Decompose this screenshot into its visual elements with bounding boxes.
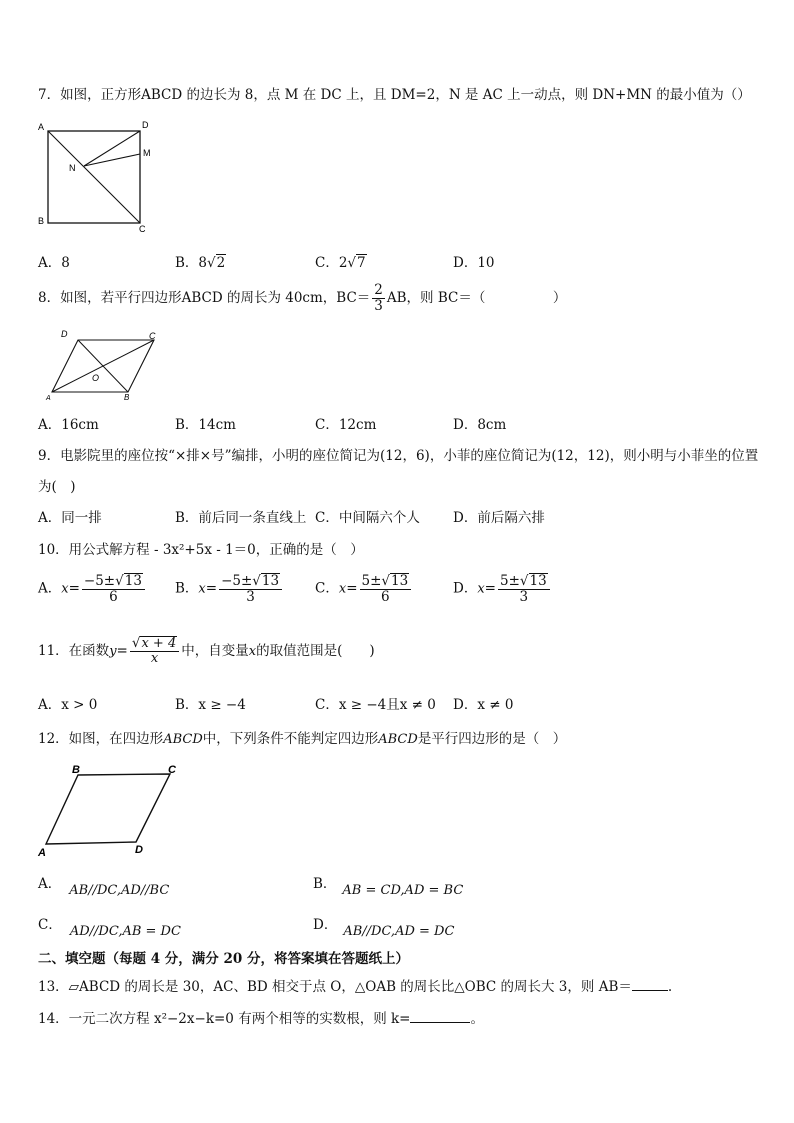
q8-label-O: O: [92, 373, 100, 383]
q13-answer-blank[interactable]: [632, 990, 668, 991]
q10-option-a: A．x= −5± √ 13 6: [38, 573, 147, 605]
q8-label-C: C: [149, 331, 156, 341]
q7-option-b: B．8 √ 2: [175, 255, 226, 271]
q9-option-a: A．同一排: [38, 510, 102, 526]
q7-label-B: B: [38, 216, 45, 226]
q8-stem: 8．如图，若平行四边形ABCD 的周长为 40cm，BC＝ $\frac{2}{3}$ AB，则 BC＝（ ）: [38, 282, 567, 314]
q8-label-B: B: [124, 393, 130, 402]
q10-option-c: C．x= 5± √ 13 6: [315, 573, 413, 605]
q7-square-figure: [32, 118, 162, 234]
q9-stem-line1: 9．电影院里的座位按“×排×号”编排，小明的座位简记为(12，6)，小菲的座位简记为(12，12)，则小明与小菲坐的位置: [38, 448, 759, 464]
q8-option-a: A．16cm: [38, 417, 99, 433]
q7-option-a: A．8: [38, 255, 70, 271]
q12-label-A: A: [38, 847, 46, 859]
q10-option-d: D．x= 5± √ 13 3: [453, 573, 552, 605]
q8-label-A: A: [46, 395, 51, 402]
q12-option-b: B． AB = CD,AD = BC: [313, 876, 464, 898]
q12-option-c: C． AD//DC,AB = DC: [38, 917, 181, 939]
q13-stem: 13．▱ABCD 的周长是 30，AC、BD 相交于点 O，△OAB 的周长比△OBC 的周长大 3，则 AB＝ .: [38, 979, 673, 995]
q9-option-d: D．前后隔六排: [453, 510, 545, 526]
q7-label-N: N: [69, 163, 76, 173]
q10-stem: 10．用公式解方程 - 3x²+5x - 1＝0，正确的是（ ）: [38, 542, 364, 558]
q12-quadrilateral-figure: [34, 760, 184, 860]
q8-label-D: D: [61, 329, 68, 339]
q7-option-d: D．10: [453, 255, 495, 271]
q7-label-C: C: [139, 224, 146, 234]
q7-label-M: M: [143, 148, 151, 158]
q8-option-d: D．8cm: [453, 417, 507, 433]
q9-option-b: B．前后同一条直线上: [175, 510, 307, 526]
q8-parallelogram-figure: [44, 326, 168, 402]
q7-label-D: D: [142, 120, 149, 130]
q11-option-b: B．x ≥ −4: [175, 697, 246, 713]
q14-stem: 14．一元二次方程 x²−2x−k=0 有两个相等的实数根，则 k= 。: [38, 1011, 484, 1027]
q14-answer-blank[interactable]: [410, 1022, 470, 1023]
q12-option-a: A． AB//DC,AD//BC: [38, 876, 170, 898]
q7-stem: 7．如图，正方形ABCD 的边长为 8，点 M 在 DC 上，且 DM=2，N 是 AC 上一动点，则 DN+MN 的最小值为（）: [38, 87, 751, 103]
section-fill-in-heading: 二、填空题（每题 4 分，满分 20 分，将答案填在答题纸上）: [38, 951, 409, 967]
q11-option-c: C．x ≥ −4且x ≠ 0: [315, 697, 436, 713]
q12-label-D: D: [135, 844, 143, 856]
q12-label-C: C: [168, 764, 176, 776]
q12-option-d: D． AB//DC,AD = DC: [313, 917, 455, 939]
q12-stem: 12．如图，在四边形ABCD中，下列条件不能判定四边形ABCD是平行四边形的是（ ）: [38, 731, 567, 747]
q10-option-b: B．x= −5± √ 13 3: [175, 573, 284, 605]
q11-option-a: A．x > 0: [38, 697, 98, 713]
q9-option-c: C．中间隔六个人: [315, 510, 420, 526]
q11-stem: 11．在函数y= √ x + 4 x 中，自变量x的取值范围是( ): [38, 635, 375, 667]
q12-label-B: B: [72, 764, 80, 776]
q11-option-d: D．x ≠ 0: [453, 697, 514, 713]
q8-option-b: B．14cm: [175, 417, 236, 433]
q9-stem-line2: 为( ): [38, 479, 76, 495]
q7-label-A: A: [38, 122, 45, 132]
q7-option-c: C．2 √ 7: [315, 255, 366, 271]
q8-option-c: C．12cm: [315, 417, 377, 433]
